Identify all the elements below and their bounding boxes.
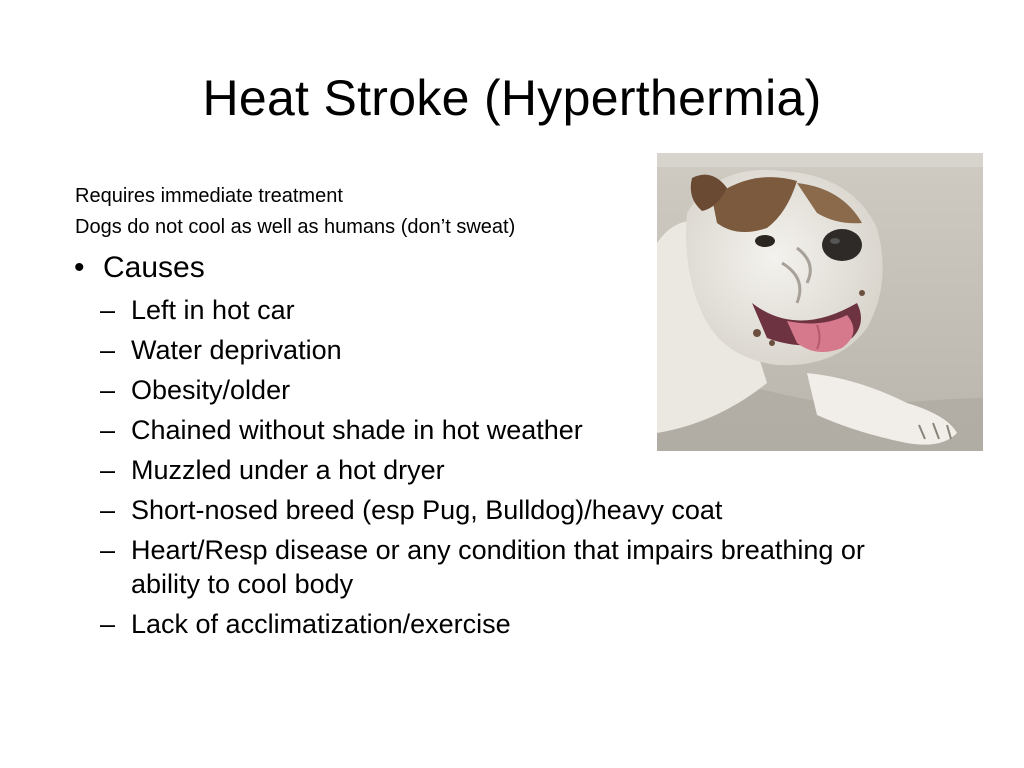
sub-bullet-text: Obesity/older [131, 375, 291, 405]
sub-bullet-text: Left in hot car [131, 295, 295, 325]
sub-bullet-item [0, 493, 1024, 527]
intro-text [75, 181, 515, 243]
sub-bullet-text: Lack of acclimatization/exercise [131, 609, 511, 639]
slide-title: Heat Stroke (Hyperthermia) [202, 70, 822, 126]
intro-line: Dogs do not cool as well as humans (don’t sweat) [75, 216, 516, 238]
sub-bullet-marker: – [100, 375, 116, 405]
bulldog-illustration [657, 153, 983, 451]
sub-bullet-marker: – [100, 415, 116, 445]
sub-bullet-marker: – [100, 455, 116, 485]
sub-bullet-marker: – [100, 535, 116, 565]
bulldog-photo [657, 153, 983, 451]
sub-bullet-marker: – [100, 495, 116, 525]
sub-bullet-text: Heart/Resp disease or any condition that impairs breathing or ability to cool body [131, 535, 865, 599]
sub-bullet-item [0, 453, 1024, 487]
sub-bullet-text: Muzzled under a hot dryer [131, 455, 445, 485]
sub-bullet-item [0, 533, 891, 601]
sub-bullet-text: Chained without shade in hot weather [131, 415, 583, 445]
sub-bullet-item [0, 607, 1024, 641]
sub-bullet-marker: – [100, 609, 116, 639]
intro-line: Requires immediate treatment [75, 185, 343, 207]
sub-bullet-text: Water deprivation [131, 335, 342, 365]
sub-bullet-marker: – [100, 335, 116, 365]
bullet-marker: • [74, 251, 85, 284]
bullet-label: Causes [103, 251, 205, 284]
sub-bullet-text: Short-nosed breed (esp Pug, Bulldog)/heavy coat [131, 495, 723, 525]
sub-bullet-marker: – [100, 295, 116, 325]
